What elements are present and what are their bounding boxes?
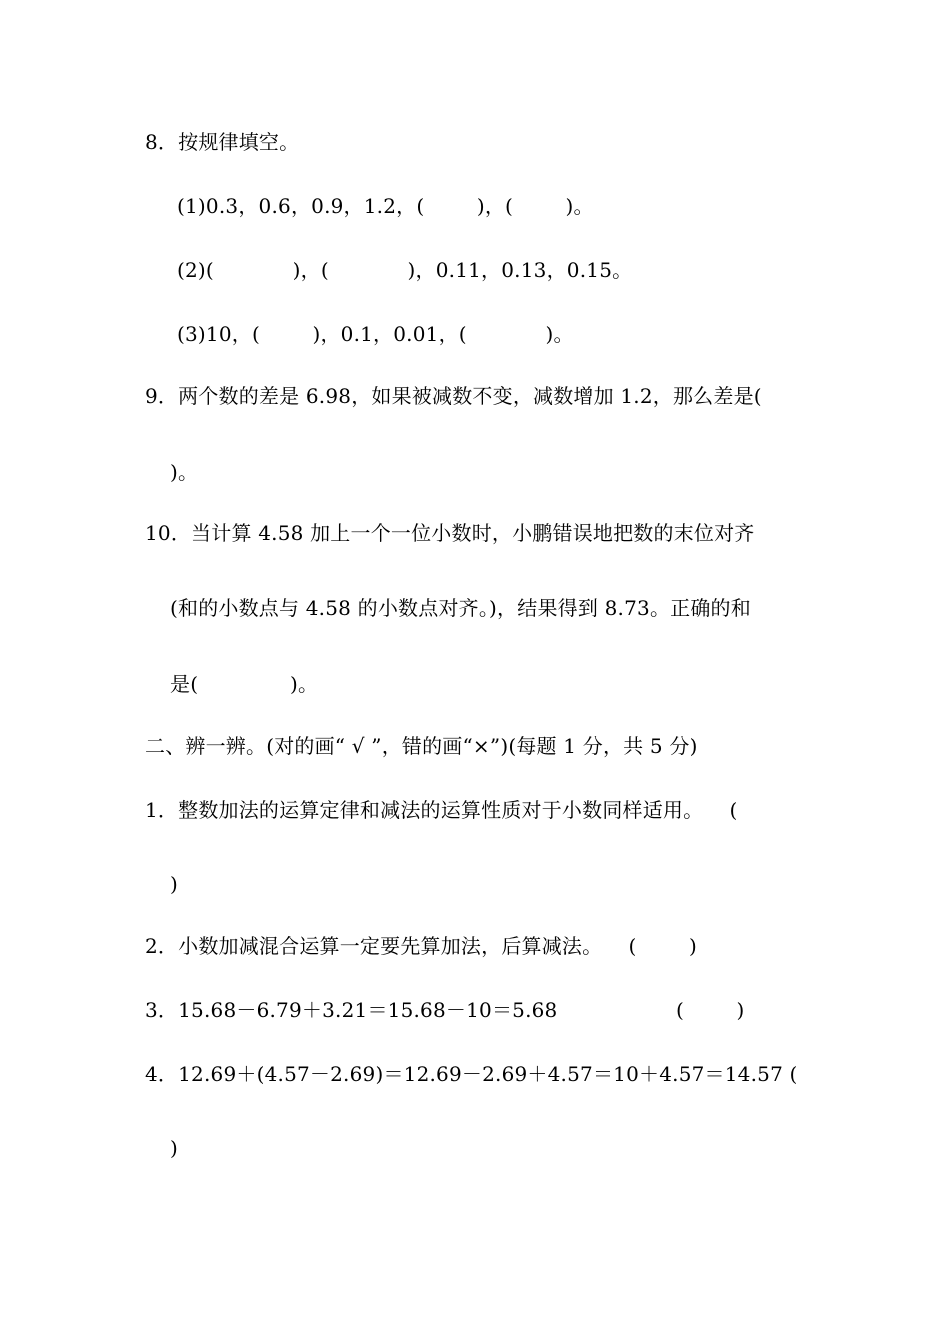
question-8-title: 8．按规律填空。 (145, 130, 300, 154)
judge-question-4-line-1: 4．12.69＋(4.57－2.69)＝12.69－2.69＋4.57＝10＋4.57＝14.57 ( (145, 1062, 798, 1086)
judge-question-3: 3．15.68－6.79＋3.21＝15.68－10＝5.68 (145, 998, 558, 1022)
judge-question-3-bracket: ( ) (676, 998, 745, 1022)
question-8-sub-1: (1)0.3，0.6，0.9，1.2，( )，( )。 (177, 194, 594, 218)
question-10-line-3: 是( )。 (170, 672, 319, 696)
section-2-heading: 二、辨一辨。(对的画“ √ ”，错的画“×”)(每题 1 分，共 5 分) (145, 734, 698, 758)
judge-question-2: 2．小数加减混合运算一定要先算加法，后算减法。 ( ) (145, 934, 698, 958)
judge-question-1-line-1: 1．整数加法的运算定律和减法的运算性质对于小数同样适用。 ( (145, 798, 738, 822)
question-9-line-1: 9．两个数的差是 6.98，如果被减数不变，减数增加 1.2，那么差是( (145, 384, 762, 408)
judge-question-4-line-2: ) (170, 1136, 179, 1160)
question-8-sub-3: (3)10，( )，0.1，0.01，( )。 (177, 322, 574, 346)
question-8-sub-2: (2)( )，( )，0.11，0.13，0.15。 (177, 258, 633, 282)
question-9-line-2: )。 (170, 460, 199, 484)
question-10-line-1: 10．当计算 4.58 加上一个一位小数时，小鹏错误地把数的末位对齐 (145, 521, 755, 545)
judge-question-1-line-2: ) (170, 872, 179, 896)
question-10-line-2: (和的小数点与 4.58 的小数点对齐。)，结果得到 8.73。正确的和 (170, 596, 751, 620)
